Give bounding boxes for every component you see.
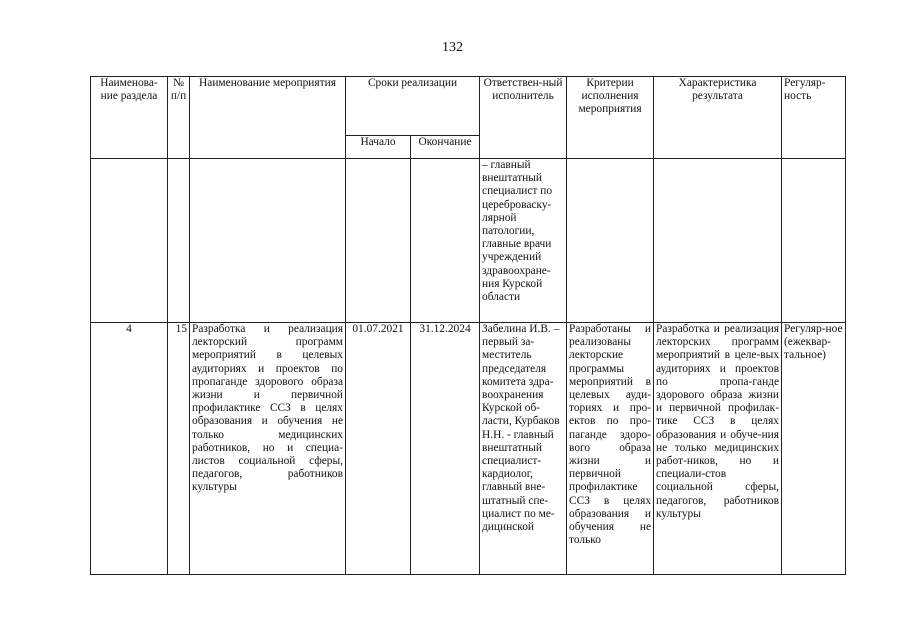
cell-responsible: Забелина И.В. –первый за-меститель председателя комитета здра-воохранения Курской об-ласти, Курбаков Н.Н. - главный внештатный специалист-кардиолог, главный вне-штатный спе-циалист по ме-дицинской	[480, 323, 567, 575]
cell-criteria: Разработаны и реализованы лекторские программы мероприятий в целевых ауди-ториях и про-ектов по про-паганде здоро-вого образа жизни и первичной профилактике ССЗ в целях образования и обучения не только	[567, 323, 654, 575]
measures-table	[90, 76, 846, 575]
header-responsible: Ответствен-ный исполнитель	[480, 77, 567, 159]
table-row	[91, 159, 846, 323]
cell-responsible: – главный внештатный специалист по цереброваску-лярной патологии, главные врачи учреждений здравоохране-ния Курской области	[480, 159, 567, 323]
cell-section: 4	[91, 323, 168, 575]
header-terms: Сроки реализации	[346, 77, 480, 136]
cell-result	[654, 159, 782, 323]
header-regularity: Регуляр-ность	[782, 77, 846, 159]
table-header	[91, 77, 846, 159]
header-section: Наименова-ние раздела	[91, 77, 168, 159]
cell-event	[190, 159, 346, 323]
cell-start: 01.07.2021	[346, 323, 411, 575]
header-start: Начало	[346, 136, 411, 159]
table-row	[91, 323, 846, 575]
cell-start	[346, 159, 411, 323]
header-event: Наименование мероприятия	[190, 77, 346, 159]
cell-num	[168, 159, 190, 323]
header-criteria: Критерии исполнения мероприятия	[567, 77, 654, 159]
header-end: Окончание	[411, 136, 480, 159]
cell-regularity: Регуляр-ное (ежеквар-тальное)	[782, 323, 846, 575]
cell-end: 31.12.2024	[411, 323, 480, 575]
cell-regularity	[782, 159, 846, 323]
cell-event: Разработка и реализация лекторский программ мероприятий в целевых аудиториях и проектов по пропаганде здорового образа жизни и первичной профилактике ССЗ в целях образования и обучения не только медицинских работников, но и специа-листов социальной сферы, педагогов, работников культуры	[190, 323, 346, 575]
cell-end	[411, 159, 480, 323]
cell-result: Разработка и реализация лекторских программ мероприятий в целе-вых аудиториях и проектов по пропа-ганде здорового образа жизни и первичной профилак-тике ССЗ в целях образования и обуче-ния не только медицинских работ-ников, но и специали-стов социальной сферы, педагогов, работников культуры	[654, 323, 782, 575]
cell-num: 15	[168, 323, 190, 575]
page-number: 132	[442, 40, 463, 55]
header-result: Характеристика результата	[654, 77, 782, 159]
cell-criteria	[567, 159, 654, 323]
cell-section	[91, 159, 168, 323]
header-num: № п/п	[168, 77, 190, 159]
